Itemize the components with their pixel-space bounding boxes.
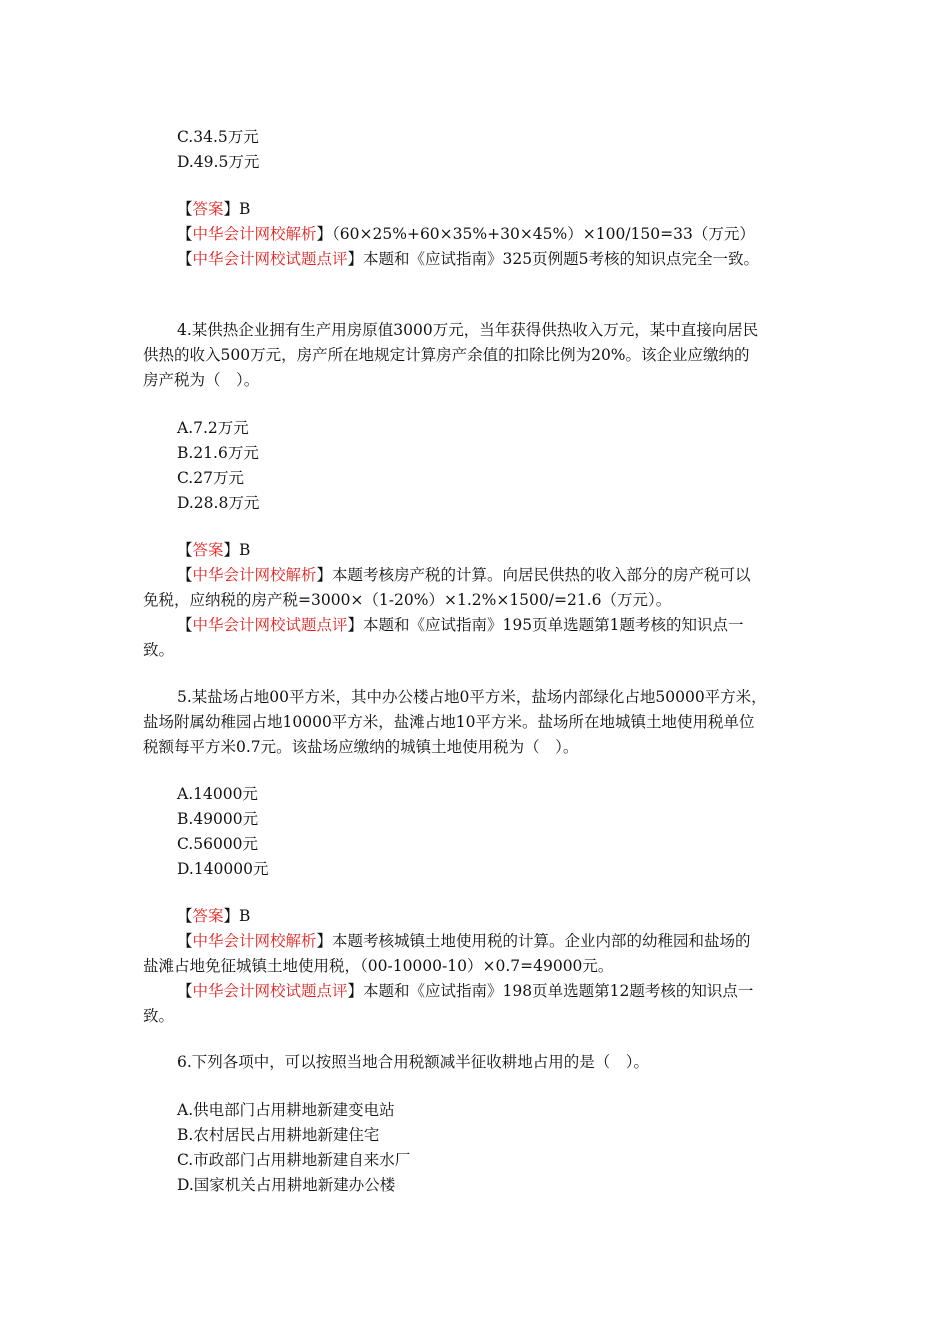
- bracket-close: 】: [223, 200, 240, 218]
- q3-analysis-line: [177, 222, 755, 246]
- analysis-label: 中华会计网校解析: [192, 932, 317, 950]
- bracket-open: 【: [177, 541, 193, 559]
- analysis-text: （60×25%+60×35%+30×45%）×100/150=33（万元）: [332, 225, 755, 243]
- answer-label: 答案: [192, 541, 224, 559]
- bracket-open: 【: [177, 250, 193, 268]
- comment-text: 本题和《应试指南》198页单选题第12题考核的知识点一: [363, 982, 754, 1000]
- q6-option-b: B.农村居民占用耕地新建住宅: [177, 1126, 380, 1144]
- q5-stem-line-2: 盐场附属幼稚园占地10000平方米，盐滩占地10平方米。盐场所在地城镇土地使用税单位: [143, 713, 755, 731]
- q5-analysis-line: [177, 929, 751, 953]
- q4-answer-line: [177, 538, 250, 562]
- q4-option-d: D.28.8万元: [177, 494, 260, 512]
- comment-label: 中华会计网校试题点评: [192, 616, 348, 634]
- bracket-open: 【: [177, 566, 193, 584]
- answer-value: B: [239, 200, 251, 218]
- bracket-open: 【: [177, 907, 193, 925]
- bracket-close: 】: [316, 932, 333, 950]
- q3-answer-line: [177, 197, 250, 221]
- answer-value: B: [239, 541, 251, 559]
- q4-stem-line-1: 4.某供热企业拥有生产用房原值3000万元，当年获得供热收入万元，某中直接向居民: [177, 321, 759, 339]
- q4-option-a: A.7.2万元: [177, 419, 249, 437]
- bracket-open: 【: [177, 932, 193, 950]
- q5-option-a: A.14000元: [177, 785, 258, 803]
- answer-label: 答案: [192, 200, 224, 218]
- q5-option-c: C.56000元: [177, 835, 259, 853]
- q5-analysis-line-2: 盐滩占地免征城镇土地使用税，（00-10000-10）×0.7=49000元。: [143, 957, 614, 975]
- q5-answer-line: [177, 904, 250, 928]
- analysis-label: 中华会计网校解析: [192, 225, 317, 243]
- q5-option-b: B.49000元: [177, 810, 259, 828]
- comment-text: 本题和《应试指南》325页例题5考核的知识点完全一致。: [363, 250, 759, 268]
- bracket-close: 】: [223, 541, 240, 559]
- q6-stem-line-1: 6.下列各项中，可以按照当地合用税额减半征收耕地占用的是（ ）。: [177, 1053, 650, 1071]
- bracket-close: 】: [347, 616, 364, 634]
- q6-option-a: A.供电部门占用耕地新建变电站: [177, 1101, 395, 1119]
- q3-comment-line: [177, 247, 759, 271]
- q4-option-c: C.27万元: [177, 469, 244, 487]
- q5-stem-line-1: 5.某盐场占地00平方米，其中办公楼占地0平方米，盐场内部绿化占地50000平方米，: [177, 688, 767, 706]
- comment-label: 中华会计网校试题点评: [192, 250, 348, 268]
- q5-stem-line-3: 税额每平方米0.7元。该盐场应缴纳的城镇土地使用税为（ ）。: [143, 738, 579, 756]
- bracket-open: 【: [177, 200, 193, 218]
- analysis-text: 本题考核房产税的计算。向居民供热的收入部分的房产税可以: [332, 566, 751, 584]
- q4-comment-line: [177, 613, 744, 637]
- analysis-label: 中华会计网校解析: [192, 566, 317, 584]
- q5-comment-line-2: 致。: [143, 1007, 175, 1025]
- q4-analysis-line: [177, 563, 751, 587]
- q4-stem-line-3: 房产税为（ ）。: [143, 371, 260, 389]
- q3-option-c: C.34.5万元: [177, 128, 259, 146]
- answer-value: B: [239, 907, 251, 925]
- bracket-close: 】: [316, 225, 333, 243]
- q4-analysis-line-2: 免税，应纳税的房产税=3000×（1-20%）×1.2%×1500/=21.6（万元）。: [143, 591, 672, 609]
- bracket-open: 【: [177, 225, 193, 243]
- q4-option-b: B.21.6万元: [177, 444, 259, 462]
- q6-option-d: D.国家机关占用耕地新建办公楼: [177, 1176, 396, 1194]
- bracket-close: 】: [347, 982, 364, 1000]
- q5-option-d: D.140000元: [177, 860, 269, 878]
- comment-label: 中华会计网校试题点评: [192, 982, 348, 1000]
- bracket-close: 】: [223, 907, 240, 925]
- q5-comment-line: [177, 979, 753, 1003]
- q4-comment-line-2: 致。: [143, 641, 175, 659]
- bracket-open: 【: [177, 616, 193, 634]
- bracket-close: 】: [347, 250, 364, 268]
- q4-stem-line-2: 供热的收入500万元，房产所在地规定计算房产余值的扣除比例为20%。该企业应缴纳的: [143, 346, 750, 364]
- q6-option-c: C.市政部门占用耕地新建自来水厂: [177, 1151, 411, 1169]
- bracket-open: 【: [177, 982, 193, 1000]
- bracket-close: 】: [316, 566, 333, 584]
- q3-option-d: D.49.5万元: [177, 153, 260, 171]
- analysis-text: 本题考核城镇土地使用税的计算。企业内部的幼稚园和盐场的: [332, 932, 751, 950]
- comment-text: 本题和《应试指南》195页单选题第1题考核的知识点一: [363, 616, 744, 634]
- answer-label: 答案: [192, 907, 224, 925]
